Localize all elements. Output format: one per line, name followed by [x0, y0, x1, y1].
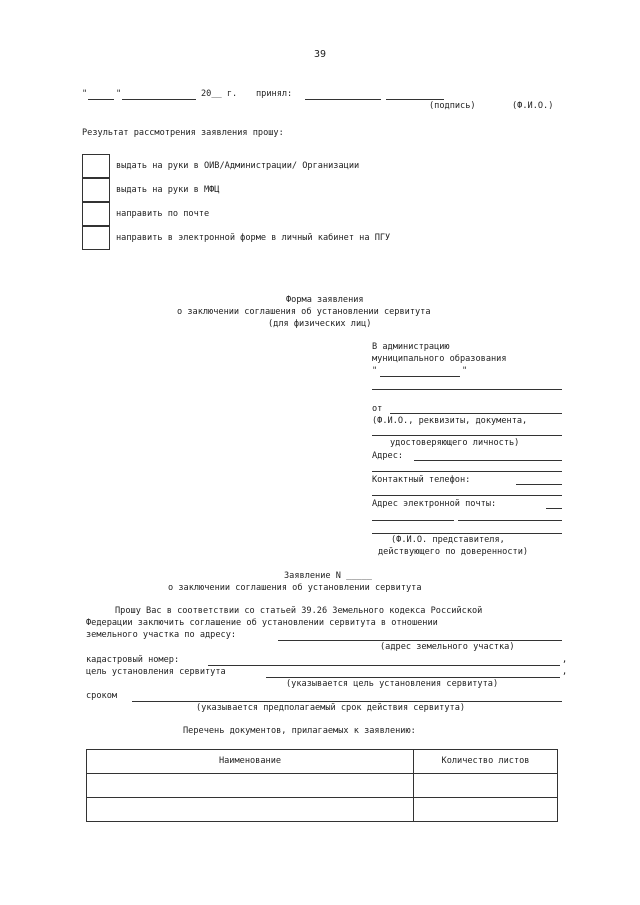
signature-caption: (подпись)	[429, 101, 476, 111]
checkbox-oiv[interactable]	[82, 154, 110, 178]
addressee-line1: В администрацию	[372, 342, 450, 352]
municipality-extra-line[interactable]	[372, 389, 562, 390]
doc-name-cell[interactable]	[87, 774, 414, 798]
representative-caption-1: (Ф.И.О. представителя,	[391, 535, 505, 545]
purpose-input-line[interactable]	[266, 677, 560, 678]
representative-caption-2: действующего по доверенности)	[378, 547, 529, 557]
land-address-line[interactable]	[278, 640, 562, 641]
documents-title: Перечень документов, прилагаемых к заявлению:	[183, 726, 416, 736]
option-pgu: направить в электронной форме в личный кабинет на ПГУ	[116, 233, 391, 243]
checkbox-mfc[interactable]	[82, 178, 110, 202]
from-input-line[interactable]	[390, 413, 562, 414]
header-name: Наименование	[87, 750, 414, 774]
option-mfc: выдать на руки в МФЦ	[116, 185, 220, 195]
option-post: направить по почте	[116, 209, 210, 219]
term-caption: (указывается предполагаемый срок действия сервитута)	[196, 703, 466, 713]
cadastral-comma: ,	[562, 655, 568, 665]
municipality-quote-open: "	[372, 366, 378, 376]
request-line-1: Прошу Вас в соответствии со статьей 39.26 Земельного кодекса Российской	[115, 606, 483, 616]
fio-details-caption: (Ф.И.О., реквизиты, документа,	[372, 416, 528, 426]
page-number: 39	[313, 49, 327, 60]
term-input-line[interactable]	[132, 701, 562, 702]
request-line-2: Федерации заключить соглашение об установлении сервитута в отношении	[86, 618, 438, 628]
details-input-line[interactable]	[372, 435, 562, 436]
phone-extra-line[interactable]	[372, 495, 562, 496]
accepted-label: принял:	[256, 89, 293, 99]
fio-caption: (Ф.И.О.)	[512, 101, 554, 111]
date-year: 20__ г.	[201, 89, 238, 99]
form-subtitle: о заключении соглашения об установлении сервитута	[177, 307, 431, 317]
signature-blank	[305, 99, 381, 100]
form-title: Форма заявления	[286, 295, 364, 305]
doc-sheets-cell[interactable]	[414, 798, 558, 822]
purpose-comma: ,	[562, 667, 568, 677]
address-extra-line[interactable]	[372, 471, 562, 472]
email-extra-line-right[interactable]	[458, 520, 562, 521]
statement-subtitle: о заключении соглашения об установлении сервитута	[168, 583, 422, 593]
purpose-caption: (указывается цель установления сервитута)	[286, 679, 499, 689]
land-address-caption: (адрес земельного участка)	[380, 642, 515, 652]
date-month-blank	[122, 99, 196, 100]
phone-input-line[interactable]	[516, 484, 562, 485]
address-label: Адрес:	[372, 451, 404, 461]
table-row	[87, 774, 558, 798]
addressee-line2: муниципального образования	[372, 354, 507, 364]
from-label: от	[372, 404, 383, 414]
checkbox-post[interactable]	[82, 202, 110, 226]
header-sheets: Количество листов	[414, 750, 558, 774]
form-audience: (для физических лиц)	[268, 319, 372, 329]
doc-sheets-cell[interactable]	[414, 774, 558, 798]
email-input-line[interactable]	[546, 508, 562, 509]
result-label: Результат рассмотрения заявления прошу:	[82, 128, 284, 138]
request-line-3: земельного участка по адресу:	[86, 630, 237, 640]
address-input-line[interactable]	[414, 460, 562, 461]
table-header-row	[87, 750, 558, 774]
email-extra-line-left[interactable]	[372, 520, 454, 521]
fio-blank	[386, 99, 444, 100]
purpose-label: цель установления сервитута	[86, 667, 226, 677]
statement-title: Заявление N _____	[284, 571, 372, 581]
cadastral-input-line[interactable]	[208, 665, 560, 666]
date-quote-close: "	[116, 89, 122, 99]
documents-table	[86, 749, 558, 822]
term-label: сроком	[86, 691, 118, 701]
identity-caption: удостоверяющего личность)	[390, 438, 520, 448]
date-quote-open: "	[82, 89, 88, 99]
representative-input-line[interactable]	[372, 533, 562, 534]
cadastral-label: кадастровый номер:	[86, 655, 180, 665]
option-oiv: выдать на руки в ОИВ/Администрации/ Организации	[116, 161, 360, 171]
table-row	[87, 798, 558, 822]
checkbox-pgu[interactable]	[82, 226, 110, 250]
email-label: Адрес электронной почты:	[372, 499, 497, 509]
municipality-quote-close: "	[462, 366, 468, 376]
date-day-blank	[88, 99, 114, 100]
doc-name-cell[interactable]	[87, 798, 414, 822]
phone-label: Контактный телефон:	[372, 475, 471, 485]
municipality-blank[interactable]	[380, 376, 460, 377]
